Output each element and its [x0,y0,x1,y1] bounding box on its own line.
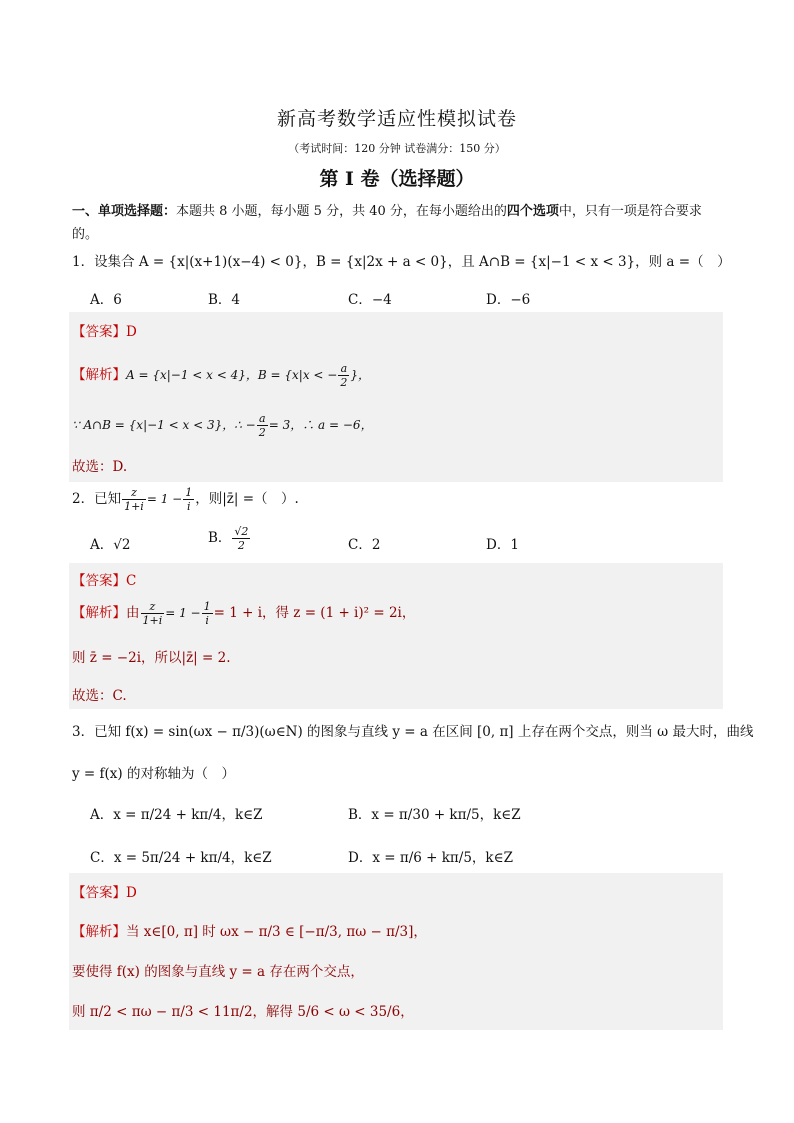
q2-option-b-label: B． [208,530,232,546]
fraction [183,486,194,513]
q3-analysis-3: 则 π/2 < πω − π/3 < 11π/2，解得 5/6 < ω < 35/6， [72,1004,414,1020]
q3-analysis-1 [72,920,427,940]
fraction [122,486,146,513]
section-intro [72,200,722,246]
fraction [257,412,268,439]
q1-analysis-1 [72,362,370,389]
q1-analysis-2-end: = 3，∴ a = −6， [268,418,373,432]
answer-value: D [126,885,137,901]
denominator: i [205,614,209,627]
q2-analysis-2: 则 z̄ = −2i，所以|z̄| = 2. [72,650,231,666]
analysis-tag: 【解析】 [72,367,126,383]
question-3-stem-1: 3．已知 f(x) = sin(ωx − π/3)(ω∈N) 的图象与直线 y = a 在区间 [0, π] 上存在两个交点，则当 ω 最大时，曲线 [72,724,754,740]
q1-analysis-1-end: }， [350,368,370,382]
q3-option-d: D．x = π/6 + kπ/5，k∈Z [348,850,513,866]
q2-analysis-1-text: 由 [126,605,140,621]
question-3-stem-2: y = f(x) 的对称轴为（ ） [72,766,235,782]
fraction [141,600,165,627]
answer-value: D [126,324,137,340]
page-title: 新高考数学适应性模拟试卷 [276,108,517,130]
q1-analysis-2 [72,412,373,439]
q2-option-a: A．√2 [90,537,131,553]
fraction [338,362,349,389]
q1-option-a: A．6 [90,292,122,308]
q3-option-a: A．x = π/24 + kπ/4，k∈Z [90,807,263,823]
analysis-tag: 【解析】 [72,605,126,621]
denominator: 2 [237,539,245,552]
q1-analysis-2-text: ∵ A∩B = {x|−1 < x < 3}，∴ − [72,418,256,432]
q2-conclusion: 故选：C. [72,688,127,704]
q2-analysis-1 [72,600,415,627]
section-intro-emph: 四个选项 [506,204,559,219]
section-intro-text-c: 中，只有一项是符合要求的。 [72,204,702,242]
q2-stem-end: ，则|z̄| =（ ）. [195,491,299,507]
q1-option-c: C．−4 [348,292,392,308]
denominator: 1+i [142,614,163,627]
denominator: 2 [258,426,266,439]
fraction [232,525,250,552]
q1-option-b: B．4 [208,292,241,308]
q3-answer [72,881,137,901]
answer-tag: 【答案】 [72,885,126,901]
q3-analysis-2: 要使得 f(x) 的图象与直线 y = a 存在两个交点， [72,964,364,980]
numerator: 1 [185,486,193,499]
denominator: i [186,500,191,513]
numerator: z [122,486,146,500]
q2-solution-block [69,563,723,709]
q2-option-b [208,525,251,552]
answer-tag: 【答案】 [72,324,126,340]
q2-stem-mid: = 1 − [146,492,183,506]
volume-heading: 第 I 卷（选择题） [319,168,475,190]
q2-option-c: C．2 [348,537,381,553]
q1-solution-block [69,312,723,482]
q3-analysis-1-text: 当 x∈[0, π] 时 ωx − π/3 ∈ [−π/3, πω − π/3]， [126,924,427,940]
numerator: a [257,412,268,426]
q1-analysis-1-text: A = {x|−1 < x < 4}，B = {x|x < − [126,368,338,382]
numerator: √2 [234,525,249,538]
numerator: z [141,600,165,614]
question-1-stem: 1．设集合 A = {x|(x+1)(x−4) < 0}，B = {x|2x + a < 0}，且 A∩B = {x|−1 < x < 3}，则 a =（ ） [72,254,731,270]
fraction [202,600,213,627]
section-intro-bold: 一、单项选择题： [72,204,177,219]
question-2-stem [72,486,299,513]
q2-stem-text: 2．已知 [72,491,122,507]
exam-info: （考试时间：120 分钟 试卷满分：150 分） [288,142,506,155]
denominator: 1+i [124,500,144,513]
numerator: 1 [203,600,211,613]
q2-answer [72,569,136,589]
answer-value: C [126,573,137,589]
q3-option-c: C．x = 5π/24 + kπ/4，k∈Z [90,850,272,866]
q2-analysis-1-end: = 1 + i，得 z = (1 + i)² = 2i， [213,605,416,621]
q1-option-d: D．−6 [486,292,531,308]
numerator: a [338,362,349,376]
denominator: 2 [340,376,348,389]
q1-answer [72,320,137,340]
analysis-tag: 【解析】 [72,924,126,940]
q2-option-d: D．1 [486,537,519,553]
q1-conclusion: 故选：D. [72,459,128,475]
answer-tag: 【答案】 [72,573,126,589]
q2-analysis-1-mid: = 1 − [165,606,201,620]
q3-option-b: B．x = π/30 + kπ/5，k∈Z [348,807,521,823]
section-intro-text-a: 本题共 8 小题，每小题 5 分，共 40 分，在每小题给出的 [176,204,507,219]
